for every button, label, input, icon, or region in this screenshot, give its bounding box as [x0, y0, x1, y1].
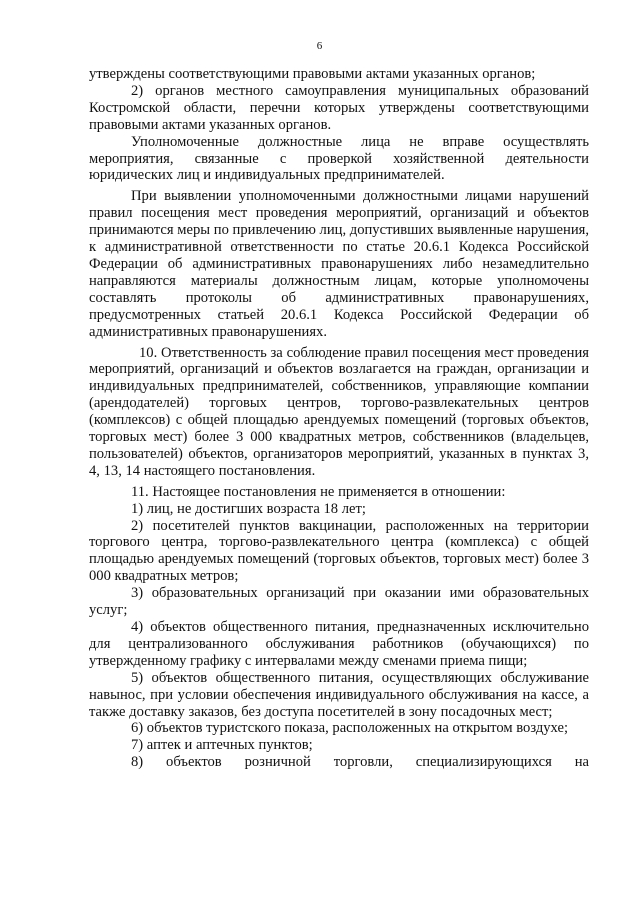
- list-item-4: 4) объектов общественного питания, предназначенных исключительно для централизованного обслуживания работников (обучающихся) по утвержденному графику с интервалами между сменами приема пищи;: [89, 619, 589, 669]
- body-text: [89, 66, 589, 771]
- list-item-5: 5) объектов общественного питания, осуществляющих обслуживание навынос, при условии обеспечения индивидуального обслуживания на кассе, а также доставку заказов, без доступа посетителей в зону посадочных мест;: [89, 669, 589, 720]
- list-item-8: 8) объектов розничной торговли, специализирующихся на: [131, 754, 589, 771]
- paragraph-violations: При выявлении уполномоченными должностными лицами нарушений правил посещения мест проведения мероприятий, организаций и объектов принимаются меры по привлечению лиц, допустивших выявленные нарушения, к административной ответственности по статье 20.6.1 Кодекса Российской Федерации об административных правонарушениях либо незамедлительно направляются материалы должностным лицам, которые уполномочены составлять протоколы об административных правонарушениях, предусмотренных статьей 20.6.1 Кодекса Российской Федерации об административных правонарушениях.: [89, 188, 589, 340]
- list-item-7: 7) аптек и аптечных пунктов;: [131, 737, 313, 754]
- list-item-6: 6) объектов туристского показа, расположенных на открытом воздухе;: [131, 720, 569, 737]
- paragraph-section-11: 11. Настоящее постановления не применяется в отношении:: [131, 483, 506, 500]
- paragraph-continuation: утверждены соответствующими правовыми актами указанных органов;: [89, 66, 536, 82]
- page-number: 6: [316, 40, 323, 52]
- list-item-3: 3) образовательных организаций при оказании ими образовательных услуг;: [89, 585, 589, 619]
- paragraph-section-10: 10. Ответственность за соблюдение правил посещения мест проведения мероприятий, организаций и объектов возлагается на граждан, организации и индивидуальных предпринимателей, собственников, управляющие компании (арендодателей) торговых центров, торгово-развлекательных центров (комплексов) с общей площадью арендуемых помещений (торговых объектов, торговых мест) более 3 000 квадратных метров, собственников (владельцев, пользователей) объектов, организаторов мероприятий, указанных в пунктах 3, 4, 13, 14 настоящего постановления.: [89, 344, 589, 479]
- paragraph-officials-restriction: Уполномоченные должностные лица не вправе осуществлять мероприятия, связанные с проверкой хозяйственной деятельности юридических лиц и индивидуальных предпринимателей.: [89, 133, 589, 184]
- paragraph-item-2-local-authorities: 2) органов местного самоуправления муниципальных образований Костромской области, перечни которых утверждены соответствующими правовыми актами указанных органов.: [89, 82, 589, 133]
- list-item-2: 2) посетителей пунктов вакцинации, расположенных на территории торгового центра, торгово-развлекательного центра (комплекса) с общей площадью арендуемых помещений (торговых объектов, торговых мест) более 3 000 квадратных метров;: [89, 517, 589, 585]
- list-item-1: 1) лиц, не достигших возраста 18 лет;: [131, 500, 366, 517]
